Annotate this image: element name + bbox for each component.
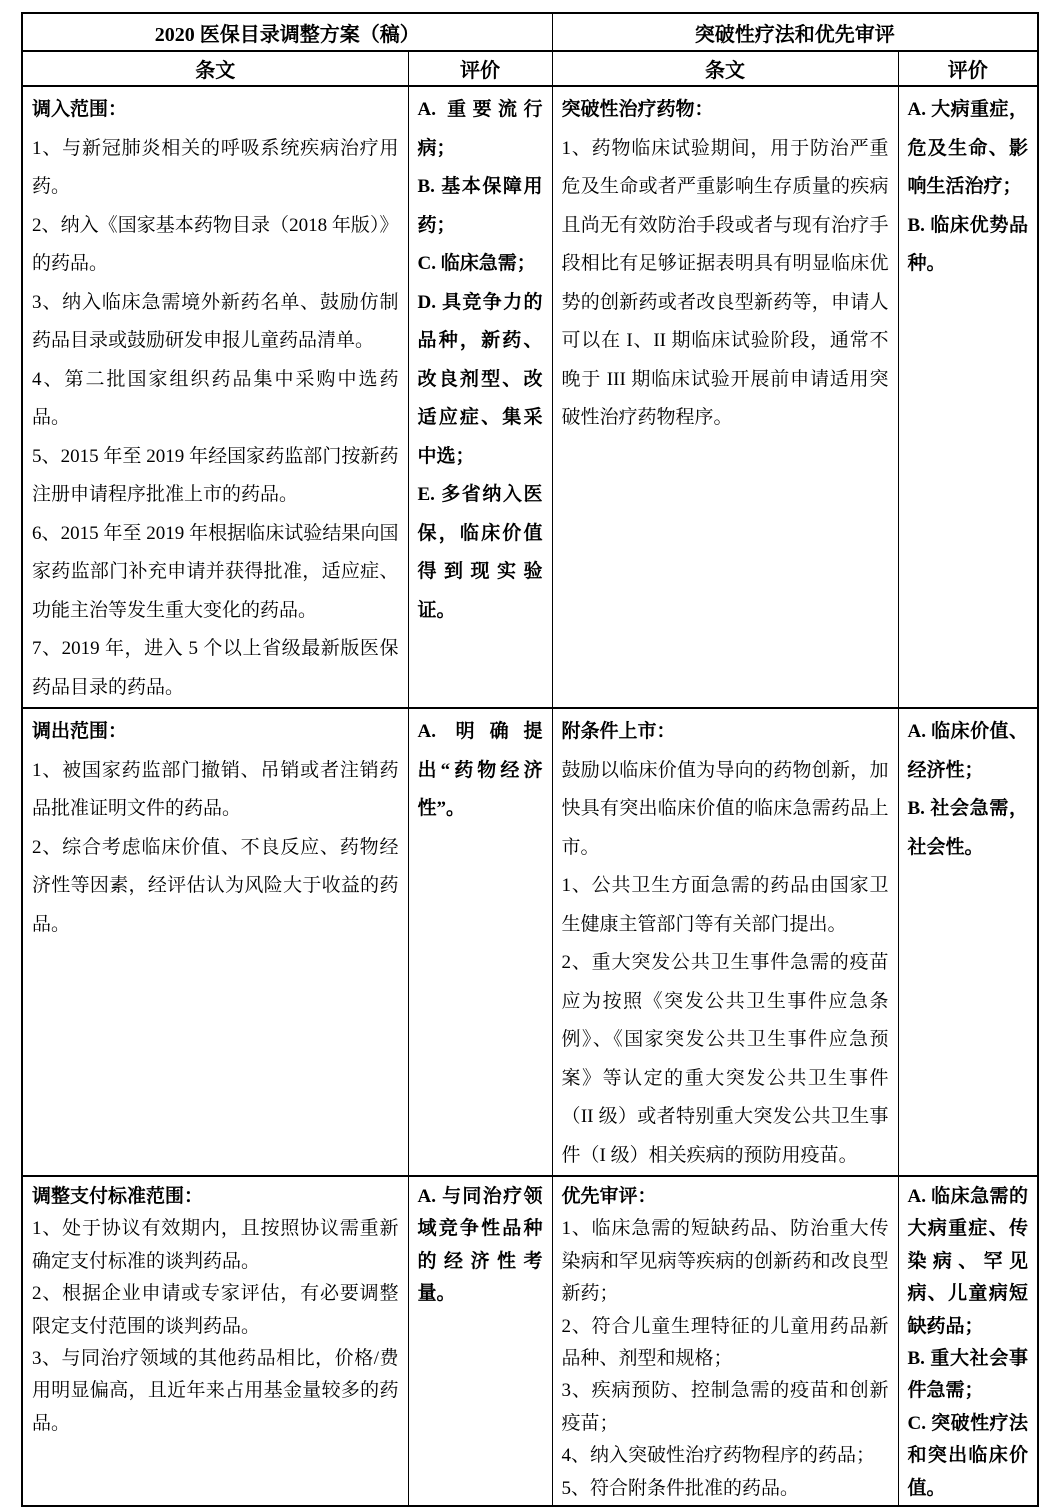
provision-item: 3、纳入临床急需境外新药名单、鼓励仿制药品目录或鼓励研发申报儿童药品清单。 (32, 291, 399, 351)
cell-priority-evaluation (898, 1176, 1038, 1506)
evaluation-item: B. 临床优势品种。 (907, 214, 1028, 274)
provision-item: 1、与新冠肺炎相关的呼吸系统疾病治疗用药。 (32, 137, 399, 197)
column-header-evaluation-left: 评价 (408, 51, 552, 86)
evaluation-item: A. 临床价值、经济性； (907, 721, 1028, 781)
provision-item: 5、符合附条件批准的药品。 (561, 1477, 800, 1499)
cell-heading: 附条件上市： (561, 721, 676, 742)
provision-item: 1、被国家药监部门撤销、吊销或者注销药品批准证明文件的药品。 (32, 759, 399, 819)
provision-item: 4、纳入突破性治疗药物程序的药品； (561, 1445, 876, 1467)
evaluation-item: B. 重大社会事件急需； (907, 1348, 1028, 1402)
cell-breakthrough-evaluation (898, 86, 1038, 708)
cell-conditional-evaluation (898, 708, 1038, 1176)
provision-item: 1、公共卫生方面急需的药品由国家卫生健康主管部门等有关部门提出。 (561, 875, 889, 935)
group-header-breakthrough-review: 突破性疗法和优先审评 (552, 13, 1038, 51)
cell-payment-evaluation (408, 1176, 552, 1506)
column-header-provision-right: 条文 (552, 51, 898, 86)
table-row-inclusion (22, 86, 1038, 708)
provision-item: 2、根据企业申请或专家评估，有必要调整限定支付范围的谈判药品。 (32, 1283, 399, 1337)
cell-payment-standard-scope (22, 1176, 408, 1506)
group-header-medicare-plan: 2020 医保目录调整方案（稿） (22, 13, 552, 51)
provision-item: 1、处于协议有效期内，且按照协议需重新确定支付标准的谈判药品。 (32, 1218, 399, 1272)
evaluation-item: C. 突破性疗法和突出临床价值。 (907, 1412, 1028, 1499)
cell-priority-review (552, 1176, 898, 1506)
evaluation-item: C. 临床急需； (417, 253, 536, 274)
provision-item: 2、符合儿童生理特征的儿童用药品新品种、剂型和规格； (561, 1315, 889, 1370)
cell-heading: 调出范围： (32, 721, 128, 742)
provision-item: 2、重大突发公共卫生事件急需的疫苗应为按照《突发公共卫生事件应急条例》、《国家突发公共卫生事件应急预案》等认定的重大突发公共卫生事件（II 级）或者特别重大突发公共卫生事件（I 级）相关疾病的预防用疫苗。 (561, 952, 889, 1166)
cell-catalog-inclusion-scope (22, 86, 408, 708)
evaluation-item: B. 社会急需，社会性。 (907, 798, 1028, 858)
provision-item: 鼓励以临床价值为导向的药物创新，加快具有突出临床价值的临床急需药品上市。 (561, 759, 889, 858)
evaluation-item: E. 多省纳入医保，临床价值得到现实验证。 (417, 484, 543, 621)
cell-inclusion-evaluation (408, 86, 552, 708)
cell-breakthrough-therapy (552, 86, 898, 708)
provision-item: 1、药物临床试验期间，用于防治严重危及生命或者严重影响生存质量的疾病且尚无有效防治手段或者与现有治疗手段相比有足够证据表明具有明显临床优势的创新药或者改良型新药等，申请人可以在 I、II 期临床试验阶段，通常不晚于 III 期临床试验开展前申请适用突破性治疗药物程序。 (561, 137, 889, 428)
table-subheader-row (22, 51, 1038, 86)
table-row-removal (22, 708, 1038, 1176)
cell-conditional-approval (552, 708, 898, 1176)
provision-item: 5、2015 年至 2019 年经国家药监部门按新药注册申请程序批准上市的药品。 (32, 445, 399, 505)
cell-catalog-removal-scope (22, 708, 408, 1176)
provision-item: 3、与同治疗领域的其他药品相比，价格/费用明显偏高，且近年来占用基金量较多的药品。 (32, 1348, 399, 1434)
provision-item: 1、临床急需的短缺药品、防治重大传染病和罕见病等疾病的创新药和改良型新药； (561, 1218, 889, 1305)
cell-heading: 调整支付标准范围： (32, 1186, 204, 1207)
provision-item: 6、2015 年至 2019 年根据临床试验结果向国家药监部门补充申请并获得批准，适应症、功能主治等发生重大变化的药品。 (32, 522, 399, 621)
cell-heading: 调入范围： (32, 99, 128, 120)
evaluation-item: A. 大病重症，危及生命、影响生活治疗； (907, 99, 1028, 197)
evaluation-item: A. 明确提出“药物经济性”。 (417, 721, 543, 819)
column-header-provision-left: 条文 (22, 51, 408, 86)
provision-item: 2、综合考虑临床价值、不良反应、药物经济性等因素，经评估认为风险大于收益的药品。 (32, 836, 399, 935)
document-page (21, 12, 1039, 1507)
cell-removal-evaluation (408, 708, 552, 1176)
provision-item: 7、2019 年，进入 5 个以上省级最新版医保药品目录的药品。 (32, 638, 399, 698)
comparison-table (21, 12, 1039, 1507)
table-group-header-row (22, 13, 1038, 51)
evaluation-item: B. 基本保障用药； (417, 176, 543, 236)
evaluation-item: A. 重要流行病； (417, 99, 543, 159)
evaluation-item: D. 具竞争力的品种，新药、改良剂型、改适应症、集采中选； (417, 291, 543, 467)
provision-item: 3、疾病预防、控制急需的疫苗和创新疫苗； (561, 1380, 889, 1434)
cell-heading: 优先审评： (561, 1186, 657, 1207)
column-header-evaluation-right: 评价 (898, 51, 1038, 86)
evaluation-item: A. 临床急需的大病重症、传染病、罕见病、儿童病短缺药品； (907, 1186, 1028, 1337)
table-row-payment-standard (22, 1176, 1038, 1506)
cell-heading: 突破性治疗药物： (561, 99, 714, 120)
provision-item: 2、纳入《国家基本药物目录（2018 年版）》的药品。 (32, 214, 399, 274)
provision-item: 4、第二批国家组织药品集中采购中选药品。 (32, 368, 399, 428)
evaluation-item: A. 与同治疗领域竞争性品种的经济性考量。 (417, 1186, 543, 1305)
